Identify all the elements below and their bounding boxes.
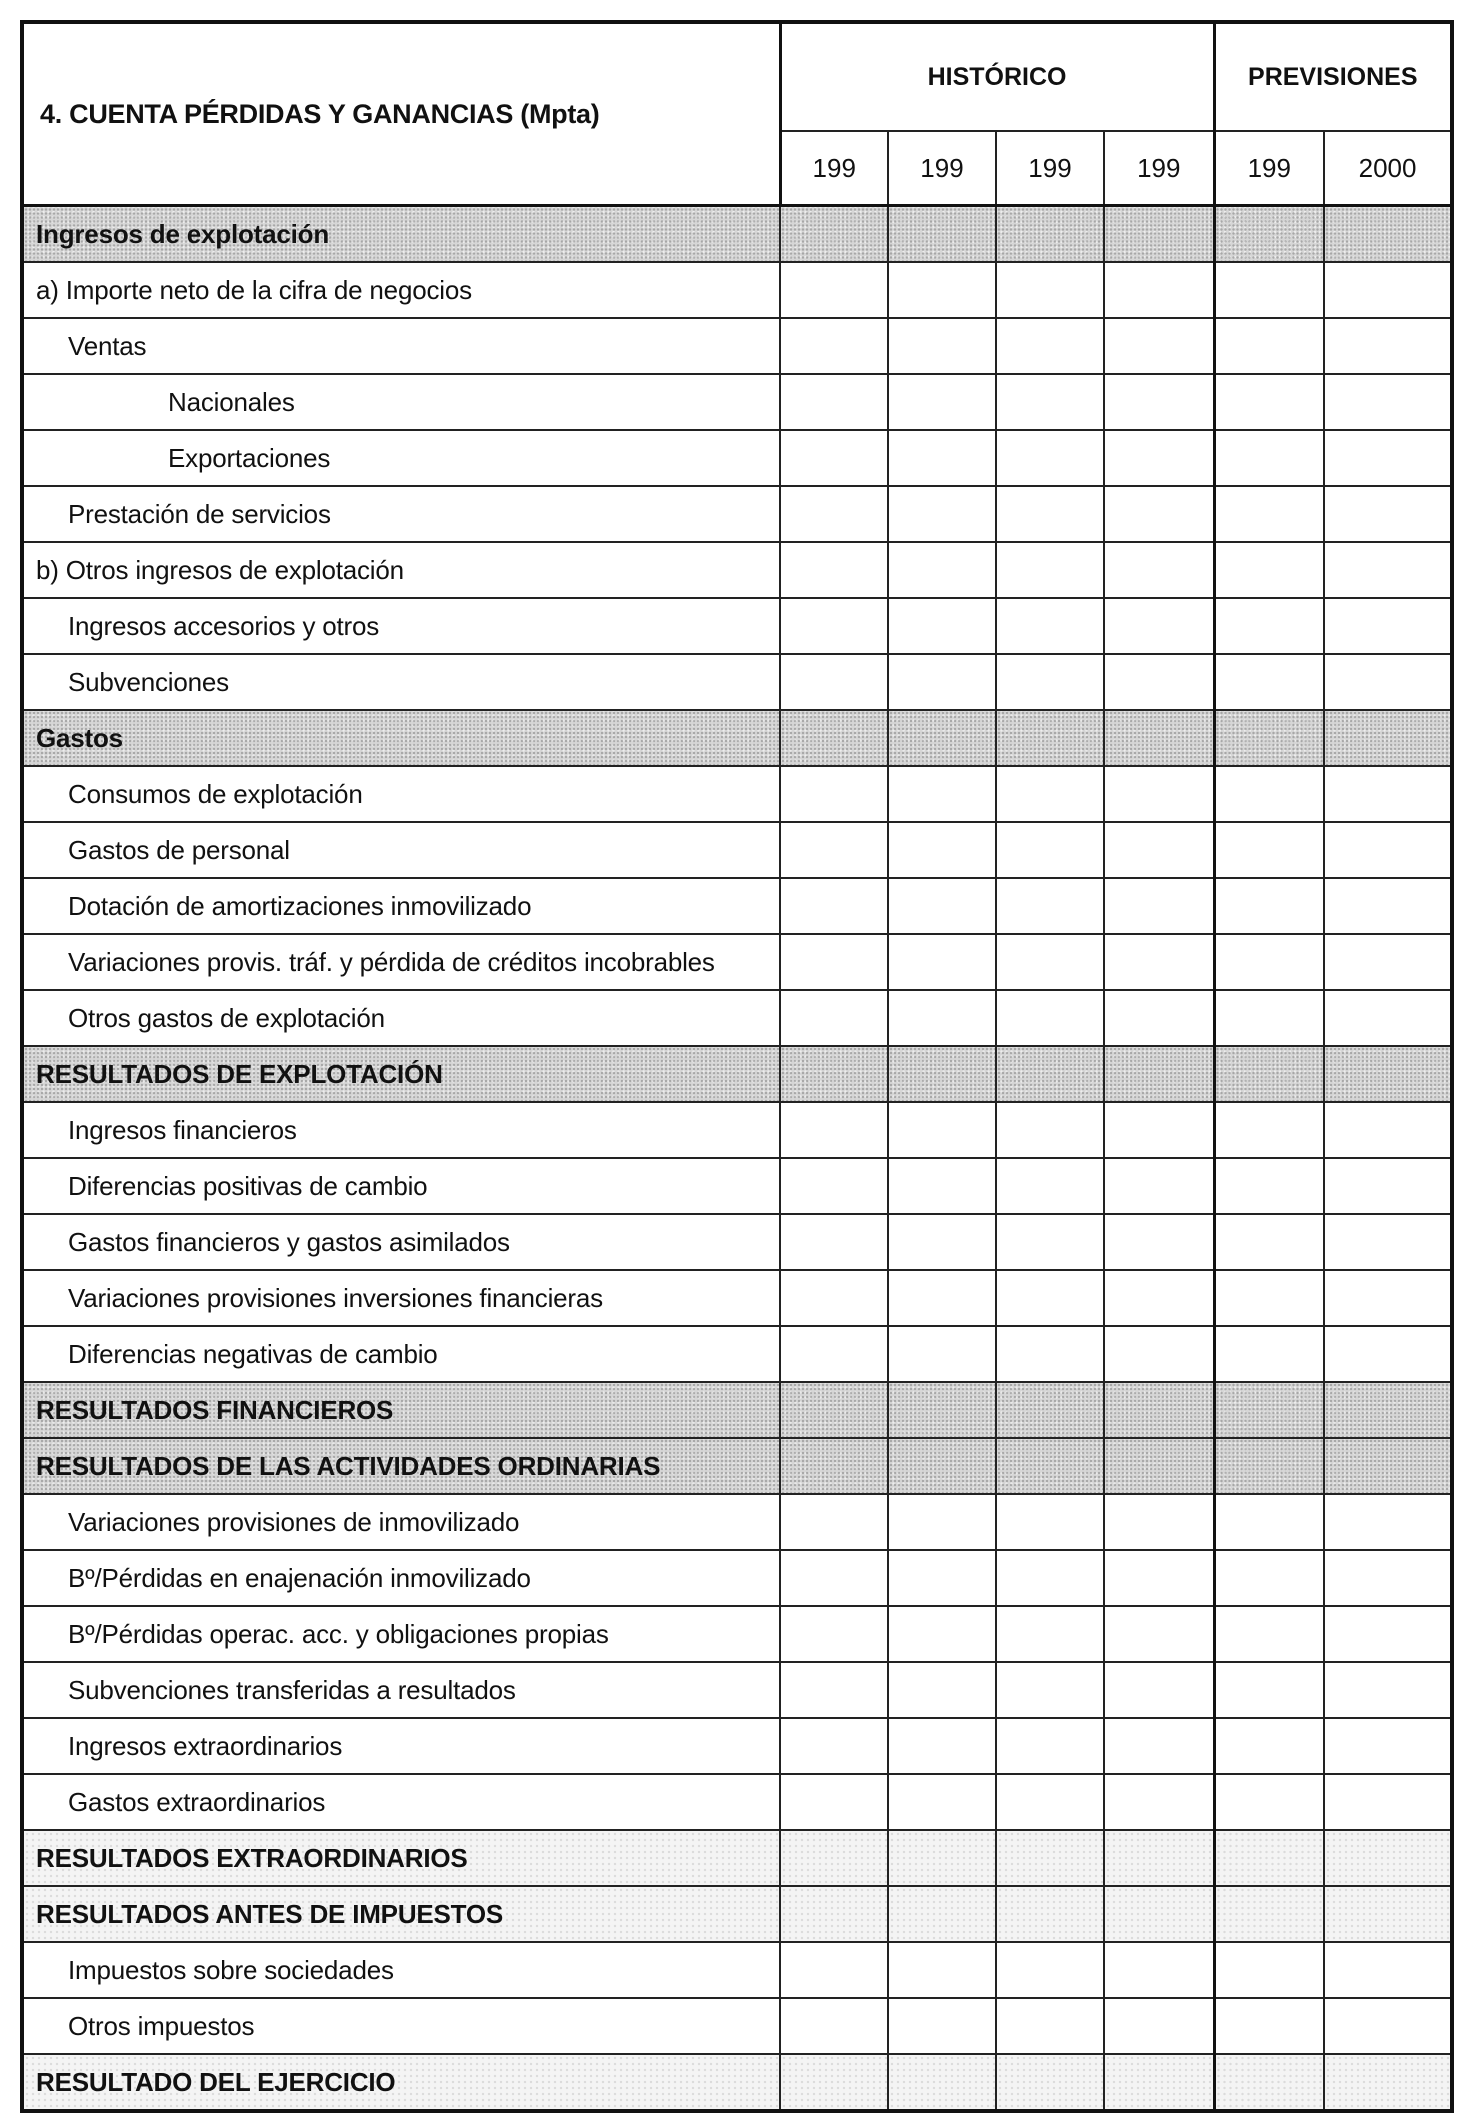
row-label: Subvenciones	[22, 654, 780, 710]
value-cell-col-2[interactable]	[888, 1102, 996, 1158]
value-cell-col-3[interactable]	[996, 1774, 1104, 1830]
value-cell-col-4[interactable]	[1104, 822, 1214, 878]
table-row	[22, 1326, 1452, 1382]
value-cell-col-3[interactable]	[996, 1214, 1104, 1270]
row-label: Otros impuestos	[22, 1998, 780, 2054]
value-cell-col-5[interactable]	[1214, 934, 1324, 990]
value-cell-col-1[interactable]	[780, 1718, 888, 1774]
value-cell-col-5[interactable]	[1214, 1998, 1324, 2054]
value-cell-col-6[interactable]	[1324, 318, 1452, 374]
value-cell-col-4[interactable]	[1104, 542, 1214, 598]
value-cell-col-1[interactable]	[780, 1662, 888, 1718]
value-cell-col-1[interactable]	[780, 374, 888, 430]
row-label: Dotación de amortizaciones inmovilizado	[22, 878, 780, 934]
value-cell-col-4[interactable]	[1104, 2054, 1214, 2111]
value-cell-col-1[interactable]	[780, 1046, 888, 1102]
value-cell-col-3[interactable]	[996, 1998, 1104, 2054]
value-cell-col-6[interactable]	[1324, 1774, 1452, 1830]
value-cell-col-3[interactable]	[996, 430, 1104, 486]
table-body	[22, 206, 1452, 2112]
table-row	[22, 990, 1452, 1046]
table-row	[22, 654, 1452, 710]
value-cell-col-4[interactable]	[1104, 1214, 1214, 1270]
value-cell-col-6[interactable]	[1324, 1270, 1452, 1326]
row-label: RESULTADOS ANTES DE IMPUESTOS	[22, 1886, 780, 1942]
row-label: Diferencias negativas de cambio	[22, 1326, 780, 1382]
value-cell-col-1[interactable]	[780, 1998, 888, 2054]
value-cell-col-6[interactable]	[1324, 374, 1452, 430]
value-cell-col-4[interactable]	[1104, 1326, 1214, 1382]
year-header-4: 199	[1104, 131, 1214, 206]
value-cell-col-2[interactable]	[888, 374, 996, 430]
value-cell-col-6[interactable]	[1324, 206, 1452, 263]
value-cell-col-5[interactable]	[1214, 1942, 1324, 1998]
value-cell-col-1[interactable]	[780, 1326, 888, 1382]
value-cell-col-6[interactable]	[1324, 1662, 1452, 1718]
value-cell-col-2[interactable]	[888, 822, 996, 878]
value-cell-col-3[interactable]	[996, 1438, 1104, 1494]
value-cell-col-6[interactable]	[1324, 1326, 1452, 1382]
value-cell-col-1[interactable]	[780, 934, 888, 990]
value-cell-col-1[interactable]	[780, 1886, 888, 1942]
table-row	[22, 710, 1452, 766]
value-cell-col-1[interactable]	[780, 878, 888, 934]
value-cell-col-4[interactable]	[1104, 1718, 1214, 1774]
row-label: Diferencias positivas de cambio	[22, 1158, 780, 1214]
value-cell-col-6[interactable]	[1324, 1102, 1452, 1158]
value-cell-col-4[interactable]	[1104, 934, 1214, 990]
table-row	[22, 318, 1452, 374]
value-cell-col-2[interactable]	[888, 1270, 996, 1326]
value-cell-col-6[interactable]	[1324, 1214, 1452, 1270]
value-cell-col-4[interactable]	[1104, 990, 1214, 1046]
value-cell-col-1[interactable]	[780, 598, 888, 654]
value-cell-col-6[interactable]	[1324, 1550, 1452, 1606]
table-row	[22, 374, 1452, 430]
value-cell-col-4[interactable]	[1104, 318, 1214, 374]
value-cell-col-6[interactable]	[1324, 1942, 1452, 1998]
value-cell-col-3[interactable]	[996, 1606, 1104, 1662]
value-cell-col-1[interactable]	[780, 1382, 888, 1438]
value-cell-col-2[interactable]	[888, 1046, 996, 1102]
table-row	[22, 1494, 1452, 1550]
value-cell-col-2[interactable]	[888, 262, 996, 318]
table-row	[22, 1774, 1452, 1830]
value-cell-col-5[interactable]	[1214, 654, 1324, 710]
table-row	[22, 1718, 1452, 1774]
value-cell-col-1[interactable]	[780, 1270, 888, 1326]
value-cell-col-3[interactable]	[996, 262, 1104, 318]
value-cell-col-5[interactable]	[1214, 262, 1324, 318]
row-label: Variaciones provis. tráf. y pérdida de créditos incobrables	[22, 934, 780, 990]
value-cell-col-2[interactable]	[888, 598, 996, 654]
value-cell-col-5[interactable]	[1214, 2054, 1324, 2111]
value-cell-col-3[interactable]	[996, 766, 1104, 822]
value-cell-col-3[interactable]	[996, 374, 1104, 430]
value-cell-col-1[interactable]	[780, 206, 888, 263]
value-cell-col-4[interactable]	[1104, 654, 1214, 710]
row-label: RESULTADOS DE LAS ACTIVIDADES ORDINARIAS	[22, 1438, 780, 1494]
value-cell-col-3[interactable]	[996, 822, 1104, 878]
value-cell-col-1[interactable]	[780, 1438, 888, 1494]
value-cell-col-5[interactable]	[1214, 598, 1324, 654]
value-cell-col-3[interactable]	[996, 878, 1104, 934]
row-label: Impuestos sobre sociedades	[22, 1942, 780, 1998]
row-label: Ingresos de explotación	[22, 206, 780, 263]
value-cell-col-5[interactable]	[1214, 1270, 1324, 1326]
row-label: Nacionales	[22, 374, 780, 430]
value-cell-col-2[interactable]	[888, 1326, 996, 1382]
row-label: Ventas	[22, 318, 780, 374]
table-row	[22, 1606, 1452, 1662]
value-cell-col-2[interactable]	[888, 318, 996, 374]
row-label: Gastos financieros y gastos asimilados	[22, 1214, 780, 1270]
value-cell-col-4[interactable]	[1104, 206, 1214, 263]
value-cell-col-2[interactable]	[888, 1158, 996, 1214]
value-cell-col-2[interactable]	[888, 1662, 996, 1718]
value-cell-col-2[interactable]	[888, 878, 996, 934]
row-label: Subvenciones transferidas a resultados	[22, 1662, 780, 1718]
header-group-row	[22, 22, 1452, 131]
value-cell-col-4[interactable]	[1104, 1550, 1214, 1606]
value-cell-col-6[interactable]	[1324, 430, 1452, 486]
value-cell-col-1[interactable]	[780, 1494, 888, 1550]
value-cell-col-6[interactable]	[1324, 1382, 1452, 1438]
value-cell-col-4[interactable]	[1104, 262, 1214, 318]
value-cell-col-5[interactable]	[1214, 486, 1324, 542]
value-cell-col-6[interactable]	[1324, 598, 1452, 654]
table-row	[22, 206, 1452, 263]
value-cell-col-2[interactable]	[888, 1774, 996, 1830]
pyg-table	[20, 20, 1454, 2113]
value-cell-col-5[interactable]	[1214, 1718, 1324, 1774]
value-cell-col-4[interactable]	[1104, 1662, 1214, 1718]
row-label: b) Otros ingresos de explotación	[22, 542, 780, 598]
value-cell-col-2[interactable]	[888, 2054, 996, 2111]
year-header-3: 199	[996, 131, 1104, 206]
value-cell-col-6[interactable]	[1324, 262, 1452, 318]
value-cell-col-5[interactable]	[1214, 1886, 1324, 1942]
value-cell-col-5[interactable]	[1214, 878, 1324, 934]
value-cell-col-6[interactable]	[1324, 766, 1452, 822]
value-cell-col-2[interactable]	[888, 1886, 996, 1942]
value-cell-col-3[interactable]	[996, 1382, 1104, 1438]
table-row	[22, 766, 1452, 822]
value-cell-col-5[interactable]	[1214, 990, 1324, 1046]
value-cell-col-4[interactable]	[1104, 1942, 1214, 1998]
value-cell-col-1[interactable]	[780, 710, 888, 766]
value-cell-col-4[interactable]	[1104, 766, 1214, 822]
table-row	[22, 1046, 1452, 1102]
row-label: RESULTADOS FINANCIEROS	[22, 1382, 780, 1438]
table-title: 4. CUENTA PÉRDIDAS Y GANANCIAS (Mpta)	[22, 22, 780, 206]
value-cell-col-2[interactable]	[888, 486, 996, 542]
value-cell-col-3[interactable]	[996, 1270, 1104, 1326]
value-cell-col-5[interactable]	[1214, 1102, 1324, 1158]
value-cell-col-5[interactable]	[1214, 1774, 1324, 1830]
value-cell-col-1[interactable]	[780, 1158, 888, 1214]
value-cell-col-4[interactable]	[1104, 878, 1214, 934]
value-cell-col-2[interactable]	[888, 934, 996, 990]
value-cell-col-6[interactable]	[1324, 934, 1452, 990]
row-label: Variaciones provisiones de inmovilizado	[22, 1494, 780, 1550]
value-cell-col-5[interactable]	[1214, 542, 1324, 598]
value-cell-col-5[interactable]	[1214, 1606, 1324, 1662]
value-cell-col-1[interactable]	[780, 1942, 888, 1998]
value-cell-col-5[interactable]	[1214, 822, 1324, 878]
table-row	[22, 1382, 1452, 1438]
value-cell-col-4[interactable]	[1104, 374, 1214, 430]
table-row	[22, 1270, 1452, 1326]
value-cell-col-4[interactable]	[1104, 1270, 1214, 1326]
value-cell-col-3[interactable]	[996, 1886, 1104, 1942]
value-cell-col-1[interactable]	[780, 1550, 888, 1606]
table-row	[22, 1662, 1452, 1718]
row-label: Gastos	[22, 710, 780, 766]
value-cell-col-2[interactable]	[888, 1438, 996, 1494]
value-cell-col-4[interactable]	[1104, 430, 1214, 486]
value-cell-col-4[interactable]	[1104, 1606, 1214, 1662]
value-cell-col-4[interactable]	[1104, 1438, 1214, 1494]
value-cell-col-5[interactable]	[1214, 1158, 1324, 1214]
value-cell-col-3[interactable]	[996, 1662, 1104, 1718]
value-cell-col-6[interactable]	[1324, 1998, 1452, 2054]
value-cell-col-5[interactable]	[1214, 374, 1324, 430]
value-cell-col-5[interactable]	[1214, 318, 1324, 374]
table-row	[22, 1550, 1452, 1606]
value-cell-col-2[interactable]	[888, 1606, 996, 1662]
value-cell-col-5[interactable]	[1214, 206, 1324, 263]
value-cell-col-5[interactable]	[1214, 1382, 1324, 1438]
value-cell-col-6[interactable]	[1324, 1158, 1452, 1214]
value-cell-col-4[interactable]	[1104, 710, 1214, 766]
value-cell-col-6[interactable]	[1324, 878, 1452, 934]
value-cell-col-5[interactable]	[1214, 766, 1324, 822]
value-cell-col-5[interactable]	[1214, 1662, 1324, 1718]
row-label: Bº/Pérdidas en enajenación inmovilizado	[22, 1550, 780, 1606]
value-cell-col-4[interactable]	[1104, 1998, 1214, 2054]
value-cell-col-2[interactable]	[888, 542, 996, 598]
value-cell-col-5[interactable]	[1214, 1438, 1324, 1494]
value-cell-col-2[interactable]	[888, 1830, 996, 1886]
value-cell-col-6[interactable]	[1324, 654, 1452, 710]
value-cell-col-5[interactable]	[1214, 430, 1324, 486]
value-cell-col-3[interactable]	[996, 1494, 1104, 1550]
value-cell-col-2[interactable]	[888, 766, 996, 822]
year-header-5: 199	[1214, 131, 1324, 206]
value-cell-col-1[interactable]	[780, 766, 888, 822]
row-label: Otros gastos de explotación	[22, 990, 780, 1046]
value-cell-col-3[interactable]	[996, 654, 1104, 710]
value-cell-col-3[interactable]	[996, 934, 1104, 990]
value-cell-col-6[interactable]	[1324, 822, 1452, 878]
value-cell-col-1[interactable]	[780, 318, 888, 374]
historico-header: HISTÓRICO	[780, 22, 1214, 131]
value-cell-col-1[interactable]	[780, 654, 888, 710]
value-cell-col-3[interactable]	[996, 710, 1104, 766]
value-cell-col-1[interactable]	[780, 822, 888, 878]
year-header-6: 2000	[1324, 131, 1452, 206]
value-cell-col-6[interactable]	[1324, 1606, 1452, 1662]
value-cell-col-4[interactable]	[1104, 1158, 1214, 1214]
table-row	[22, 1998, 1452, 2054]
value-cell-col-2[interactable]	[888, 206, 996, 263]
value-cell-col-3[interactable]	[996, 1550, 1104, 1606]
table-row	[22, 1830, 1452, 1886]
value-cell-col-6[interactable]	[1324, 1046, 1452, 1102]
value-cell-col-4[interactable]	[1104, 1494, 1214, 1550]
value-cell-col-3[interactable]	[996, 206, 1104, 263]
table-row	[22, 1942, 1452, 1998]
row-label: a) Importe neto de la cifra de negocios	[22, 262, 780, 318]
row-label: Ingresos accesorios y otros	[22, 598, 780, 654]
value-cell-col-5[interactable]	[1214, 1046, 1324, 1102]
row-label: Bº/Pérdidas operac. acc. y obligaciones propias	[22, 1606, 780, 1662]
value-cell-col-3[interactable]	[996, 1830, 1104, 1886]
value-cell-col-2[interactable]	[888, 654, 996, 710]
value-cell-col-3[interactable]	[996, 1046, 1104, 1102]
value-cell-col-6[interactable]	[1324, 1718, 1452, 1774]
value-cell-col-6[interactable]	[1324, 542, 1452, 598]
value-cell-col-4[interactable]	[1104, 1886, 1214, 1942]
value-cell-col-1[interactable]	[780, 1102, 888, 1158]
value-cell-col-5[interactable]	[1214, 1494, 1324, 1550]
row-label: Prestación de servicios	[22, 486, 780, 542]
value-cell-col-2[interactable]	[888, 1550, 996, 1606]
value-cell-col-2[interactable]	[888, 990, 996, 1046]
value-cell-col-3[interactable]	[996, 318, 1104, 374]
previsiones-header: PREVISIONES	[1214, 22, 1452, 131]
value-cell-col-2[interactable]	[888, 1382, 996, 1438]
value-cell-col-3[interactable]	[996, 990, 1104, 1046]
value-cell-col-6[interactable]	[1324, 990, 1452, 1046]
table-row	[22, 1438, 1452, 1494]
value-cell-col-1[interactable]	[780, 1774, 888, 1830]
table-row	[22, 934, 1452, 990]
value-cell-col-6[interactable]	[1324, 1494, 1452, 1550]
year-header-2: 199	[888, 131, 996, 206]
value-cell-col-3[interactable]	[996, 2054, 1104, 2111]
table-row	[22, 430, 1452, 486]
value-cell-col-2[interactable]	[888, 1214, 996, 1270]
value-cell-col-1[interactable]	[780, 430, 888, 486]
value-cell-col-3[interactable]	[996, 1158, 1104, 1214]
table-row	[22, 542, 1452, 598]
table-row	[22, 1214, 1452, 1270]
value-cell-col-2[interactable]	[888, 1998, 996, 2054]
value-cell-col-6[interactable]	[1324, 1830, 1452, 1886]
value-cell-col-3[interactable]	[996, 1942, 1104, 1998]
value-cell-col-6[interactable]	[1324, 486, 1452, 542]
value-cell-col-4[interactable]	[1104, 486, 1214, 542]
value-cell-col-4[interactable]	[1104, 1102, 1214, 1158]
value-cell-col-5[interactable]	[1214, 710, 1324, 766]
table-row	[22, 1158, 1452, 1214]
table-row	[22, 878, 1452, 934]
table-row	[22, 1102, 1452, 1158]
table-row	[22, 822, 1452, 878]
value-cell-col-1[interactable]	[780, 990, 888, 1046]
value-cell-col-4[interactable]	[1104, 1046, 1214, 1102]
row-label: Consumos de explotación	[22, 766, 780, 822]
value-cell-col-1[interactable]	[780, 2054, 888, 2111]
value-cell-col-1[interactable]	[780, 1830, 888, 1886]
value-cell-col-3[interactable]	[996, 598, 1104, 654]
value-cell-col-2[interactable]	[888, 430, 996, 486]
row-label: Gastos de personal	[22, 822, 780, 878]
row-label: Exportaciones	[22, 430, 780, 486]
row-label: Gastos extraordinarios	[22, 1774, 780, 1830]
value-cell-col-2[interactable]	[888, 1494, 996, 1550]
table-row	[22, 262, 1452, 318]
value-cell-col-5[interactable]	[1214, 1550, 1324, 1606]
value-cell-col-4[interactable]	[1104, 598, 1214, 654]
value-cell-col-6[interactable]	[1324, 1438, 1452, 1494]
value-cell-col-1[interactable]	[780, 486, 888, 542]
value-cell-col-1[interactable]	[780, 262, 888, 318]
row-label: RESULTADOS DE EXPLOTACIÓN	[22, 1046, 780, 1102]
year-header-1: 199	[780, 131, 888, 206]
value-cell-col-6[interactable]	[1324, 2054, 1452, 2111]
value-cell-col-3[interactable]	[996, 542, 1104, 598]
value-cell-col-2[interactable]	[888, 1718, 996, 1774]
value-cell-col-1[interactable]	[780, 542, 888, 598]
value-cell-col-3[interactable]	[996, 1326, 1104, 1382]
row-label: RESULTADOS EXTRAORDINARIOS	[22, 1830, 780, 1886]
value-cell-col-5[interactable]	[1214, 1214, 1324, 1270]
value-cell-col-5[interactable]	[1214, 1326, 1324, 1382]
table-row	[22, 2054, 1452, 2111]
value-cell-col-5[interactable]	[1214, 1830, 1324, 1886]
value-cell-col-6[interactable]	[1324, 1886, 1452, 1942]
value-cell-col-3[interactable]	[996, 486, 1104, 542]
value-cell-col-6[interactable]	[1324, 710, 1452, 766]
value-cell-col-2[interactable]	[888, 1942, 996, 1998]
table-row	[22, 598, 1452, 654]
value-cell-col-1[interactable]	[780, 1606, 888, 1662]
value-cell-col-3[interactable]	[996, 1718, 1104, 1774]
value-cell-col-4[interactable]	[1104, 1774, 1214, 1830]
value-cell-col-3[interactable]	[996, 1102, 1104, 1158]
value-cell-col-2[interactable]	[888, 710, 996, 766]
value-cell-col-4[interactable]	[1104, 1830, 1214, 1886]
row-label: RESULTADO DEL EJERCICIO	[22, 2054, 780, 2111]
value-cell-col-4[interactable]	[1104, 1382, 1214, 1438]
value-cell-col-1[interactable]	[780, 1214, 888, 1270]
row-label: Ingresos extraordinarios	[22, 1718, 780, 1774]
table-row	[22, 1886, 1452, 1942]
table-row	[22, 486, 1452, 542]
row-label: Ingresos financieros	[22, 1102, 780, 1158]
row-label: Variaciones provisiones inversiones financieras	[22, 1270, 780, 1326]
